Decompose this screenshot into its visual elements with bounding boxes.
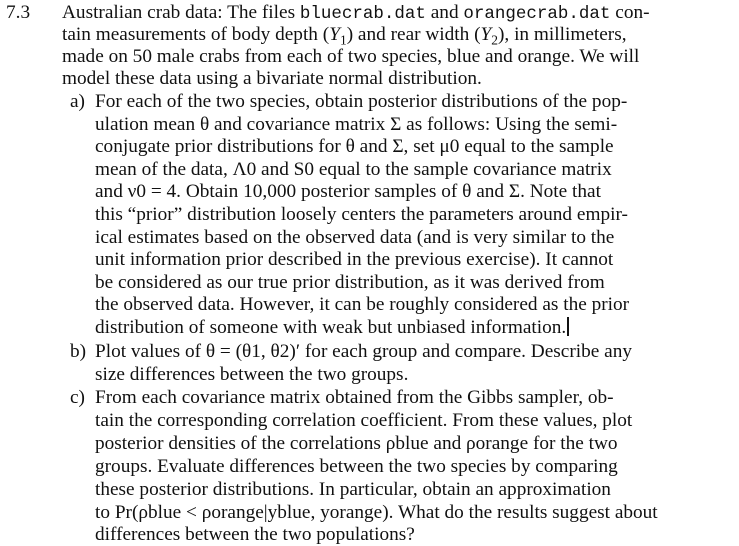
part-a-line: mean of the data, Λ0 and S0 equal to the sample covariance matrix	[95, 159, 612, 180]
part-a-line: For each of the two species, obtain posterior distributions of the pop-	[95, 91, 628, 112]
intro-text: ) and rear width (	[346, 24, 481, 45]
part-c-line: these posterior distributions. In particular, obtain an approximation	[95, 479, 611, 500]
part-a-line: be considered as our true prior distribution, as it was derived from	[95, 272, 605, 293]
part-b-label: b)	[70, 341, 87, 362]
part-a-line: and ν0 = 4. Obtain 10,000 posterior samples of θ and Σ. Note that	[95, 181, 601, 202]
part-a-line: ical estimates based on the observed data (and is very similar to the	[95, 227, 615, 248]
part-a-last-line	[95, 317, 569, 339]
part-c-line: differences between the two populations?	[95, 524, 415, 545]
part-a-line: distribution of someone with weak but unbiased information.	[95, 317, 567, 338]
intro-text: tain measurements of body depth (	[62, 24, 330, 45]
part-a-line: the observed data. However, it can be roughly considered as the prior	[95, 294, 630, 315]
part-c-line: groups. Evaluate differences between the two species by comparing	[95, 456, 618, 477]
math-sub: 1	[339, 32, 347, 48]
part-a-line: this “prior” distribution loosely centers the parameters around empir-	[95, 204, 628, 225]
part-c-line: From each covariance matrix obtained from the Gibbs sampler, ob-	[95, 387, 614, 408]
intro-line-4: model these data using a bivariate normal distribution.	[62, 68, 482, 89]
part-a-line: unit information prior described in the previous exercise). It cannot	[95, 249, 614, 270]
intro-text: con-	[610, 2, 650, 23]
text-cursor	[567, 317, 569, 336]
part-b-line: Plot values of θ = (θ1, θ2)′ for each group and compare. Describe any	[95, 341, 632, 362]
math-var: Y	[329, 24, 340, 45]
part-a-line: conjugate prior distributions for θ and Σ, set μ0 equal to the sample	[95, 136, 614, 157]
filename-orangecrab: orangecrab.dat	[463, 4, 611, 24]
filename-bluecrab: bluecrab.dat	[299, 4, 426, 24]
intro-line-3: made on 50 male crabs from each of two species, blue and orange. We will	[62, 46, 640, 67]
intro-text: ), in millimeters,	[498, 24, 627, 45]
intro-text: and	[425, 2, 464, 23]
part-a-line: ulation mean θ and covariance matrix Σ as follows: Using the semi-	[95, 114, 618, 135]
intro-text: Australian crab data: The files	[62, 2, 300, 23]
part-c-line: tain the corresponding correlation coefficient. From these values, plot	[95, 410, 633, 431]
part-a-label: a)	[70, 91, 85, 112]
math-var: Y	[480, 24, 492, 45]
part-c-label: c)	[70, 387, 85, 408]
math-sub: 2	[491, 32, 499, 48]
problem-number: 7.3	[6, 2, 31, 23]
part-c-line: posterior densities of the correlations ρblue and ρorange for the two	[95, 433, 618, 454]
intro-line-1	[62, 2, 650, 24]
part-c-line: to Pr(ρblue < ρorange|yblue, yorange). What do the results suggest about	[95, 502, 658, 523]
intro-line-2	[62, 24, 627, 46]
part-b-line: size differences between the two groups.	[95, 364, 409, 385]
